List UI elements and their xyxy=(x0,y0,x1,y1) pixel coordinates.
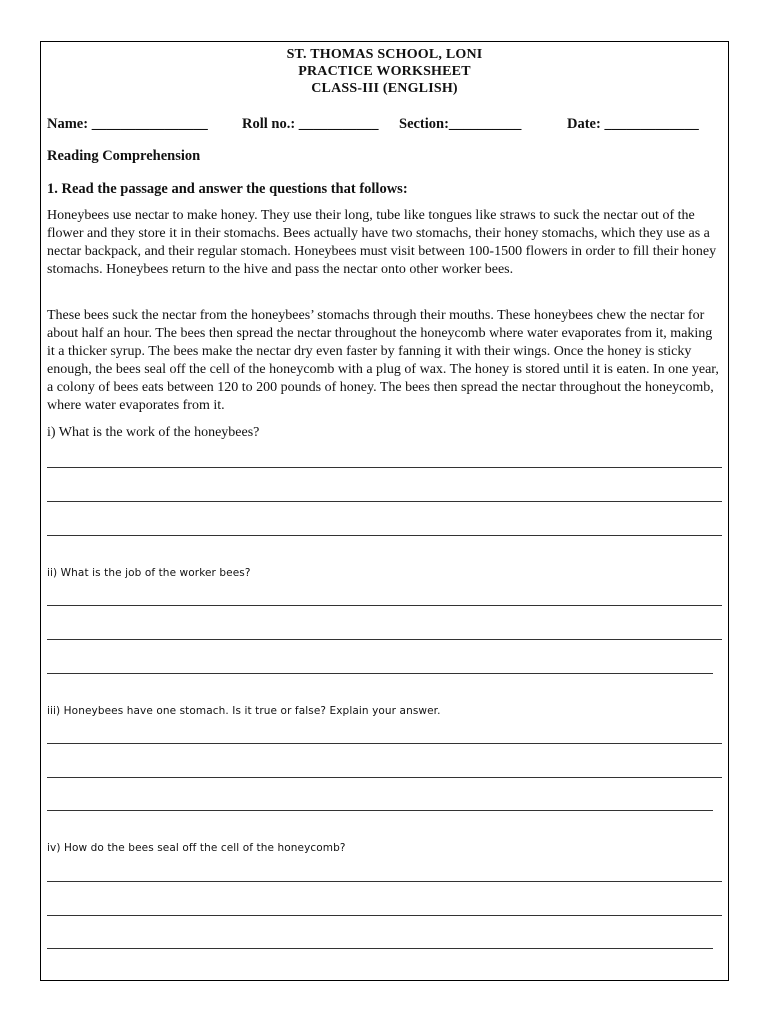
passage-paragraph-1: Honeybees use nectar to make honey. They use their long, tube like tongues like straws to suck the nectar out of the flower and they store it in their stomachs. Bees actually have two stomachs, their honey stomachs, which they use as a nectar backpack, and their regular stomach. Honeybees must visit between 100-1500 flowers in order to fill their honey stomachs. Honeybees return to the hive and pass the nectar onto other worker bees. xyxy=(47,208,717,277)
class-subject: CLASS-III (ENGLISH) xyxy=(311,81,458,96)
school-name: ST. THOMAS SCHOOL, LONI xyxy=(286,47,483,62)
answer-line[interactable] xyxy=(47,605,722,606)
answer-line[interactable] xyxy=(47,915,722,916)
answer-line[interactable] xyxy=(47,639,722,640)
date-field[interactable]: Date: _____________ xyxy=(567,116,699,132)
section-field[interactable]: Section:__________ xyxy=(399,116,522,132)
question-1: i) What is the work of the honeybees? xyxy=(47,425,260,440)
passage-paragraph-2: These bees suck the nectar from the honeybees’ stomachs through their mouths. These honeybees chew the nectar for about half an hour. The bees then spread the nectar throughout the honeycomb where water evaporates from it, making it a thicker syrup. The bees make the nectar dry even faster by fanning it with their wings. Once the honey is sticky enough, the bees seal off the cell of the honeycomb with a plug of wax. The honey is stored until it is eaten. In one year, a colony of bees eats between 120 to 200 pounds of honey. The bees then spread the nectar throughout the honeycomb, where water evaporates from it. xyxy=(47,308,719,413)
answer-line[interactable] xyxy=(47,673,713,674)
instruction-heading: 1. Read the passage and answer the questions that follows: xyxy=(47,181,408,197)
answer-line[interactable] xyxy=(47,881,722,882)
question-2: ii) What is the job of the worker bees? xyxy=(47,567,251,579)
answer-line[interactable] xyxy=(47,948,713,949)
answer-line[interactable] xyxy=(47,535,722,536)
worksheet-page xyxy=(40,41,729,981)
worksheet-title: PRACTICE WORKSHEET xyxy=(298,64,471,79)
name-field[interactable]: Name: ________________ xyxy=(47,116,208,132)
answer-line[interactable] xyxy=(47,777,722,778)
roll-number-field[interactable]: Roll no.: ___________ xyxy=(242,116,379,132)
student-info-row xyxy=(47,114,722,134)
answer-line[interactable] xyxy=(47,501,722,502)
question-4: iv) How do the bees seal off the cell of the honeycomb? xyxy=(47,842,346,854)
answer-line[interactable] xyxy=(47,810,713,811)
section-title: Reading Comprehension xyxy=(47,148,201,164)
answer-line[interactable] xyxy=(47,467,722,468)
answer-line[interactable] xyxy=(47,743,722,744)
question-3: iii) Honeybees have one stomach. Is it true or false? Explain your answer. xyxy=(47,705,441,717)
